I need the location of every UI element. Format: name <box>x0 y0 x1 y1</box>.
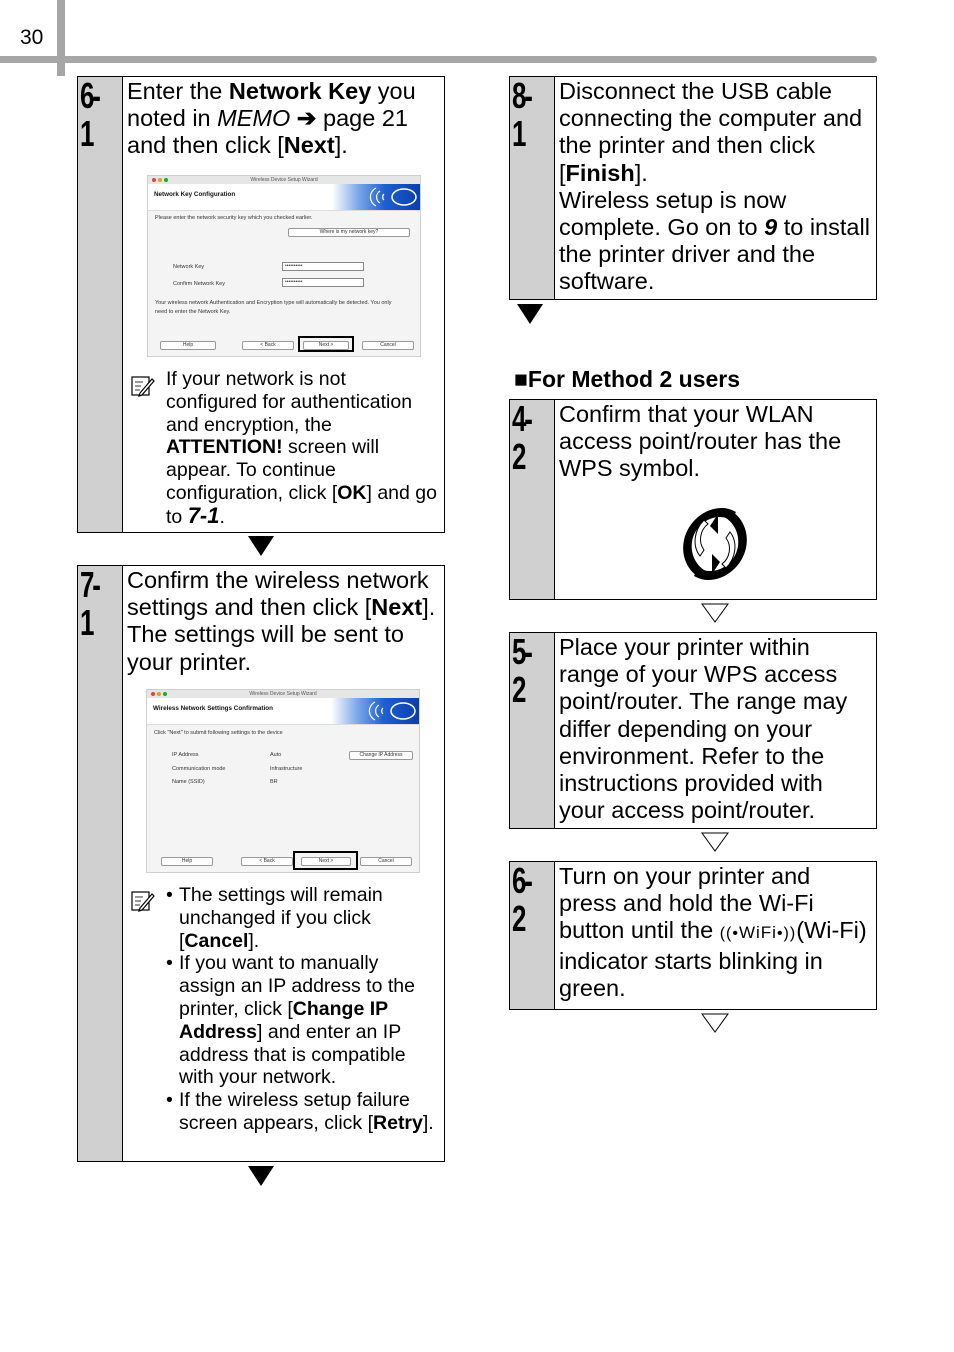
step-number: 7-1 <box>80 564 99 643</box>
arrow-down-icon <box>248 536 274 556</box>
step-number: 8-1 <box>512 75 531 154</box>
arrow-down-outline-icon <box>701 603 729 628</box>
page-number: 30 <box>20 26 44 49</box>
settings-confirmation-screenshot: Wireless Device Setup Wizard Wireless Network Settings Confirmation Click "Next" to submit following settings to the device IP Address Auto Change IP Address Communication mode Infrastructure Name (SSID) BR Help < Back Next > Cancel <box>146 689 420 873</box>
wizard-banner: Wireless Network Settings Confirmation <box>147 698 419 725</box>
arrow-down-icon <box>248 1166 274 1186</box>
step-text: Confirm that your WLAN access point/router has the WPS symbol. <box>559 401 842 482</box>
step-sidebar <box>78 566 123 1161</box>
cancel-button[interactable]: Cancel <box>362 341 414 350</box>
cancel-button[interactable]: Cancel <box>360 857 412 866</box>
network-key-screenshot: Wireless Device Setup Wizard Network Key Configuration Please enter the network security key which you checked earlier. Where is my network key? Network Key •••••••••• Confirm Network Key •••••••••• Your wireless network Authentication and Encryption type will automatically be detected. You only need to enter the Network Key. Help < Back Next > Cancel <box>147 175 421 357</box>
help-button[interactable]: Help <box>161 857 213 866</box>
where-is-key-button[interactable]: Where is my network key? <box>288 228 410 237</box>
step-sidebar <box>510 77 555 299</box>
arrow-down-outline-icon <box>701 1013 729 1038</box>
wizard-banner: Network Key Configuration <box>148 184 420 211</box>
confirm-key-field[interactable]: •••••••••• <box>282 278 364 287</box>
step-number: 6-2 <box>512 860 531 939</box>
note-bullets <box>166 884 438 1135</box>
step-sidebar <box>510 633 555 828</box>
method-2-heading: ■For Method 2 users <box>514 366 741 392</box>
window-title: Wireless Device Setup Wizard <box>147 690 419 698</box>
step-sidebar <box>78 77 123 532</box>
back-button[interactable]: < Back <box>242 341 294 350</box>
note-pencil-icon <box>131 889 153 911</box>
step-text: Enter the Network Key you noted in MEMO ➔ page 21 and then click [Next]. <box>127 78 416 159</box>
list-item: • If the wireless setup failure screen appears, click [Retry]. <box>166 1089 438 1135</box>
note-pencil-icon <box>131 374 153 396</box>
step-6-1 <box>77 76 445 533</box>
step-6-2 <box>509 861 877 1010</box>
step-text: Turn on your printer and press and hold the Wi-Fi button until the ((•WiFi•))(Wi-Fi) indicator starts blinking in green. <box>559 863 867 1001</box>
window-title: Wireless Device Setup Wizard <box>148 176 420 184</box>
step-7-1 <box>77 565 445 1162</box>
wireless-logo-icon <box>331 698 419 724</box>
list-item: • The settings will remain unchanged if you click [Cancel]. <box>166 884 438 952</box>
step-sidebar <box>510 862 555 1009</box>
step-number: 4-2 <box>512 398 531 477</box>
arrow-right-icon: ➔ <box>296 105 317 132</box>
step-5-2 <box>509 632 877 829</box>
step-text: Place your printer within range of your WPS access point/router. The range may differ depending on your environment. Refer to the instructions provided with your access point/router. <box>559 634 848 824</box>
arrow-down-outline-icon <box>701 832 729 857</box>
list-item: • If you want to manually assign an IP address to the printer, click [Change IP Address] and enter an IP address that is compatible with your network. <box>166 952 438 1089</box>
next-button[interactable]: Next > <box>301 857 351 866</box>
step-4-2 <box>509 399 877 600</box>
step-sidebar <box>510 400 555 599</box>
arrow-down-icon <box>517 304 543 324</box>
header-horizontal-rule <box>0 56 877 63</box>
help-button[interactable]: Help <box>160 341 216 350</box>
step-number: 5-2 <box>512 631 531 710</box>
header-vertical-rule <box>57 0 65 76</box>
step-text: Disconnect the USB cable connecting the computer and the printer and then click [Finish]. Wireless setup is now complete. Go on to 9 to install the printer driver and the software. <box>559 78 870 295</box>
wps-symbol-icon <box>678 504 752 584</box>
note-text: If your network is not configured for authentication and encryption, the ATTENTION! screen will appear. To continue configuration, click [OK] and go to 7-1. <box>166 368 437 528</box>
network-key-field[interactable]: •••••••••• <box>282 262 364 271</box>
wireless-logo-icon <box>332 184 420 210</box>
back-button[interactable]: < Back <box>241 857 293 866</box>
wifi-indicator-icon: ((•WiFi•)) <box>719 923 797 943</box>
step-number: 6-1 <box>80 75 99 154</box>
step-text: Confirm the wireless network settings and then click [Next]. The settings will be sent to your printer. <box>127 567 436 675</box>
next-button[interactable]: Next > <box>303 341 349 350</box>
step-8-1 <box>509 76 877 300</box>
change-ip-button[interactable]: Change IP Address <box>349 751 413 760</box>
